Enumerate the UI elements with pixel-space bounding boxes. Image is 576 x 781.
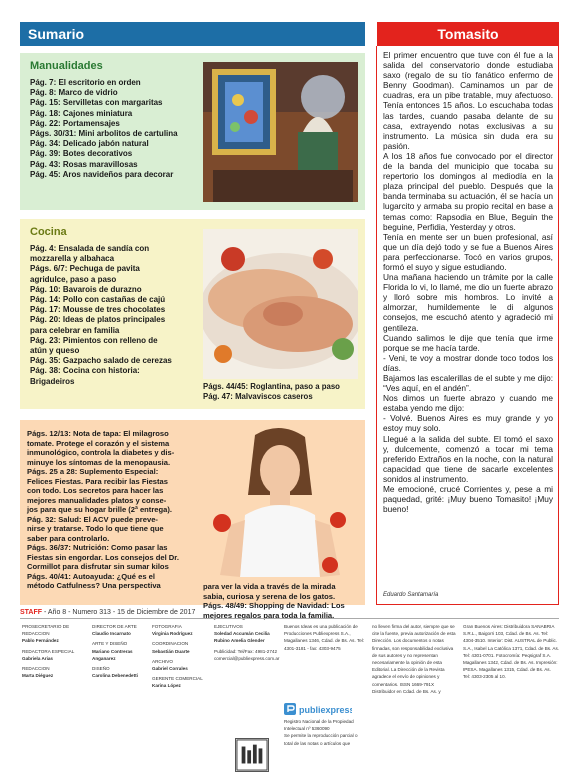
issue-info: - Año 8 - Numero 313 - 15 de Diciembre de 2017 <box>42 609 196 616</box>
credit-name: Pablo Fernández <box>22 638 59 644</box>
story-paragraph: Tenía en mente ser un buen profesional, así que un día dejó todo y se fue a Buenos Aires para perfeccionarse. Tocó en varios grupos, formó el suyo y sigue estudiando. <box>383 231 553 272</box>
general-item: Págs. 40/41: Autoayuda: ¿Qué es el <box>27 571 156 581</box>
cocina-item: atún y queso <box>30 346 80 356</box>
credit-name: Sebastián Duarte <box>152 648 190 654</box>
story-paragraph: Cuando salimos le dije que tenía que irme porque se me hacía tarde. <box>383 332 553 353</box>
credit-label: DISEÑO <box>92 666 110 672</box>
cocina-list <box>30 244 172 387</box>
general-item: Cormillot para disfrutar sin sumar kilos <box>27 562 169 571</box>
general-item: tomate. Protege el corazón y el sistema <box>27 438 170 448</box>
general-item: Pág. 32: Salud: El ACV puede preve- <box>27 514 158 524</box>
credit-name: Gabriel Corrales <box>152 666 188 672</box>
credit-label: REDACCION <box>22 666 50 672</box>
story-paragraph: Nos dimos un fuerte abrazo y cuando me estaba yendo me dijo: <box>383 393 553 414</box>
tomasito-header <box>377 22 559 46</box>
story-paragraph: - Volvé. Buenos Aires es muy grande y yo estoy muy solo. <box>383 413 553 434</box>
manualidades-item: Pág. 39: Botes decorativos <box>30 149 133 159</box>
tomasito-story <box>383 50 553 514</box>
story-paragraph: Una mañana haciendo un trámite por la calle Florida lo vi, lo llamé, me dio un fuerte abrazo y lloró sobre mis hombros. Lo invité a almorzar, humildemente le di algunos consejos, me escuchó atento y agradeció mi gentileza. <box>383 272 553 333</box>
manualidades-photo <box>203 62 358 202</box>
general-item: Págs. 25 a 28: Suplemento Especial: <box>27 467 159 476</box>
cocina-item: Pág. 4: Ensalada de sandía con <box>30 244 150 253</box>
manualidades-item: Pág. 18: Cajones miniatura <box>30 108 133 118</box>
credit-label: ARTE Y DISEÑO <box>92 641 128 647</box>
manualidades-item: Pág. 34: Delicado jabón natural <box>30 139 149 149</box>
general-item: sabia, curiosa y serena de los gatos. <box>203 591 336 601</box>
general-list-left <box>27 429 179 591</box>
credits-col-2 <box>92 623 150 682</box>
credit-label: COORDINACION <box>152 641 189 647</box>
story-paragraph: A los 18 años fue convocado por el director de la banda del municipio que tocaba su repertorio los domingos al mediodía en la plaza principal del pueblo. Después que la banda terminaba su actuación, él se hacía un lugarcito y armaba su propio recital en base a temas como: Rapsodia en Blue, Beguin the beguine, Perfidia, Yesterday y otros. <box>383 150 553 232</box>
credit-name: Mariano Contreras Anganarez <box>92 648 133 661</box>
general-item: jos para que su hogar brille (2ª entrega). <box>27 505 173 514</box>
general-item: Págs. 12/13: Nota de tapa: El milagroso <box>27 429 169 438</box>
tomasito-signature: Eduardo Santamaría <box>383 592 439 598</box>
cocina-item: mozzarella y albahaca <box>30 254 115 264</box>
credit-label: GERENTE COMERCIAL <box>152 676 203 682</box>
distribution-col <box>463 623 559 681</box>
sumario-header <box>20 22 365 46</box>
credits-col-3 <box>152 623 212 693</box>
story-paragraph: El primer encuentro que tuve con él fue a la salida del conservatorio donde estudiaba saxo (regalo de su tío fanático enfermo de Benny Goodman). Caminamos un par de cuadras, era un pibe tratable, muy afectuoso. Tenía entonces 15 años. Lo escuchaba todas las tardes, cuando pasaba delante de su casa, extrayendo notas exclusivas a su instrumento. La música sin duda era su pasión. <box>383 50 553 151</box>
credit-label: DIRECTOR DE ARTE <box>92 624 137 629</box>
manualidades-list <box>30 78 178 180</box>
manualidades-title: Manualidades <box>30 60 103 72</box>
publiexpress-logo-text: publiexpress <box>299 705 352 715</box>
tomasito-title: Tomasito <box>437 26 499 42</box>
general-item: método Catfulness? Una perspectiva <box>27 581 161 590</box>
publisher-text: Buenos Ideas es una publicación de Producciones Publiexpress S.A., Magallanes 1346, Cdad. de Bs. As. Tel: 4301-3181 - fax: 4303-9475 <box>284 624 365 651</box>
registro-text: Registro Nacional de la Propiedad Intelectual nº 5360090 <box>284 719 354 732</box>
story-paragraph: - Veni, te voy a mostrar donde toco todos los días. <box>383 352 553 373</box>
manualidades-item: Pág. 7: El escritorio en orden <box>30 78 141 87</box>
cocina-item: Brigadeiros <box>30 376 75 386</box>
credit-name: Karina López <box>152 683 181 689</box>
credit-label: comercial@publiexpress.com.ar <box>214 655 280 661</box>
cocina-item: Pág. 10: Bavarois de durazno <box>30 284 142 294</box>
story-paragraph: Me emocioné, crucé Corrientes y, pese a mi paquedad, grité: ¡Muy bueno Tomasito! ¡Muy bueno! <box>383 484 553 515</box>
general-item: con todo. Los secretos para hacer las <box>27 486 164 495</box>
publiexpress-logo <box>284 702 352 716</box>
credit-name: Soledad Accumán Cecilia Rubino Amelia Glender <box>214 631 270 644</box>
credit-label: REDACTORA ESPECIAL <box>22 648 75 654</box>
distribution-text: Gran Buenos Aires: Distribuidora SANABRIA S.R.L., Baigorri 103, Cdad. de Bs. As. Tel: 4304-3510. Interior: Dist. AUSTRAL de Public. S.A., Isabel La Católica 1371, Cdad. de Bs. As. Tel: 4301-0701. Fotocromía: Peqsigraf S.A. Magallanes 1342, Cdad. de Bs. As. Impresión: IPESA. Magallanes 1315, Cdad. de Bs. As. Tel: 4303-2305 al 10. <box>463 624 560 680</box>
cocina-item: Págs. 44/45: Roglantina, paso a paso <box>203 382 340 391</box>
credit-label: Publicidad: Tel/Fax: 4981-2742 <box>214 648 277 654</box>
cocina-item: Pág. 17: Mousse de tres chocolates <box>30 305 166 315</box>
general-item: mejores manualidades platos y conse- <box>27 495 167 505</box>
legal-col <box>372 623 457 695</box>
legal-text: no lleven firma del autor, siempre que se cite la fuente, previa autorización de esta Dirección. Los documentos o notas firmadas, son responsabilidad exclusiva de sus autores y no representan necesariamente la opinión de esta Editorial. La Dirección de la Revista agradece el envío de opiniones y comentarios. ISSN 1669-791X Distribuidor en Cdad. de Bs. As. y <box>372 624 456 694</box>
credit-name: Claudio Incarnato <box>92 631 131 637</box>
manualidades-item: Pág. 15: Servilletas con margaritas <box>30 98 163 108</box>
staff-line <box>20 609 559 619</box>
credit-label: EJECUTIVOS <box>214 624 243 629</box>
cocina-item: Pág. 38: Cocina con historia: <box>30 366 140 376</box>
manualidades-item: Pág. 22: Portamensajes <box>30 118 120 128</box>
manualidades-item: Pág. 8: Marco de vidrio <box>30 88 118 98</box>
credit-name: Virginia Rodríguez <box>152 631 193 637</box>
reproduccion-text: Se permite la reproducción parcial o total de las notas o artículos que <box>284 733 358 746</box>
cocina-item: Pág. 20: Ideas de platos principales <box>30 315 166 325</box>
credit-label: PROSECRETARIO DE REDACCION <box>22 624 70 637</box>
cocina-item: Pág. 23: Pimientos con relleno de <box>30 335 158 345</box>
sumario-title: Sumario <box>28 26 85 42</box>
woman-tomato-photo <box>200 425 360 577</box>
cocina-item: Pág. 47: Malvaviscos caseros <box>203 392 313 401</box>
manualidades-item: Pág. 45: Aros navideños para decorar <box>30 169 174 179</box>
manualidades-item: Pág. 43: Rosas maravillosas <box>30 159 138 169</box>
credit-label: FOTOGRAFIA <box>152 624 182 629</box>
credit-label: ARCHIVO <box>152 658 173 664</box>
general-item: para ver la vida a través de la mirada <box>203 582 336 591</box>
credits-col-4 <box>214 623 278 662</box>
cocina-item: Págs. 6/7: Pechuga de pavita <box>30 264 140 274</box>
credits-col-1 <box>22 623 90 682</box>
publisher-col <box>284 623 366 652</box>
cocina-list-right <box>203 382 340 402</box>
general-item: Págs. 36/37: Nutrición: Como pasar las <box>27 543 168 552</box>
staff-label: STAFF <box>20 609 43 616</box>
manualidades-item: Págs. 30/31: Mini arbolitos de cartulina <box>30 129 178 139</box>
credit-name: Marta Diéguez <box>22 673 54 679</box>
general-item: Págs. 48/49: Shopping de Navidad: Los <box>203 601 345 610</box>
cocina-item: Pág. 14: Pollo con castañas de cajú <box>30 295 166 305</box>
general-item: minuye los síntomas de la menopausia. <box>27 457 171 467</box>
general-item: nirse y tratarse. Todo lo que tiene que <box>27 524 164 533</box>
cocina-photo <box>203 229 358 379</box>
cocina-item: Pág. 35: Gazpacho salado de cerezas <box>30 356 172 366</box>
general-item: mejores regalos para toda la familia. <box>203 610 335 620</box>
auditada-seal-icon <box>235 738 269 772</box>
general-item: Felices Fiestas. Para recibir las Fiestas <box>27 476 168 486</box>
story-paragraph: Llegué a la salida del subte. El tomó el saxo y, dulcemente, comenzó a tocar mi tema preferido Extraños en la noche, con la natural capacidad que tiene de sacarle excelentes sonidos al instrumento. <box>383 433 553 484</box>
credit-name: Carolina Debenedetti <box>92 673 138 679</box>
general-item: saber para controlarlo. <box>27 533 110 543</box>
cocina-item: agridulce, paso a paso <box>30 274 117 284</box>
general-item: Fiestas sin engordar. Los consejos del Dr. <box>27 552 179 562</box>
credit-name: Gabriela Arias <box>22 655 53 661</box>
cocina-item: para celebrar en familia <box>30 325 120 335</box>
registro-col <box>284 718 366 747</box>
general-item: inmunológico, controla la diabetes y dis- <box>27 448 175 457</box>
story-paragraph: Bajamos las escalerillas de el subte y me dijo: “Ves aquí, en el andén”. <box>383 373 553 394</box>
cocina-title: Cocina <box>30 226 67 238</box>
